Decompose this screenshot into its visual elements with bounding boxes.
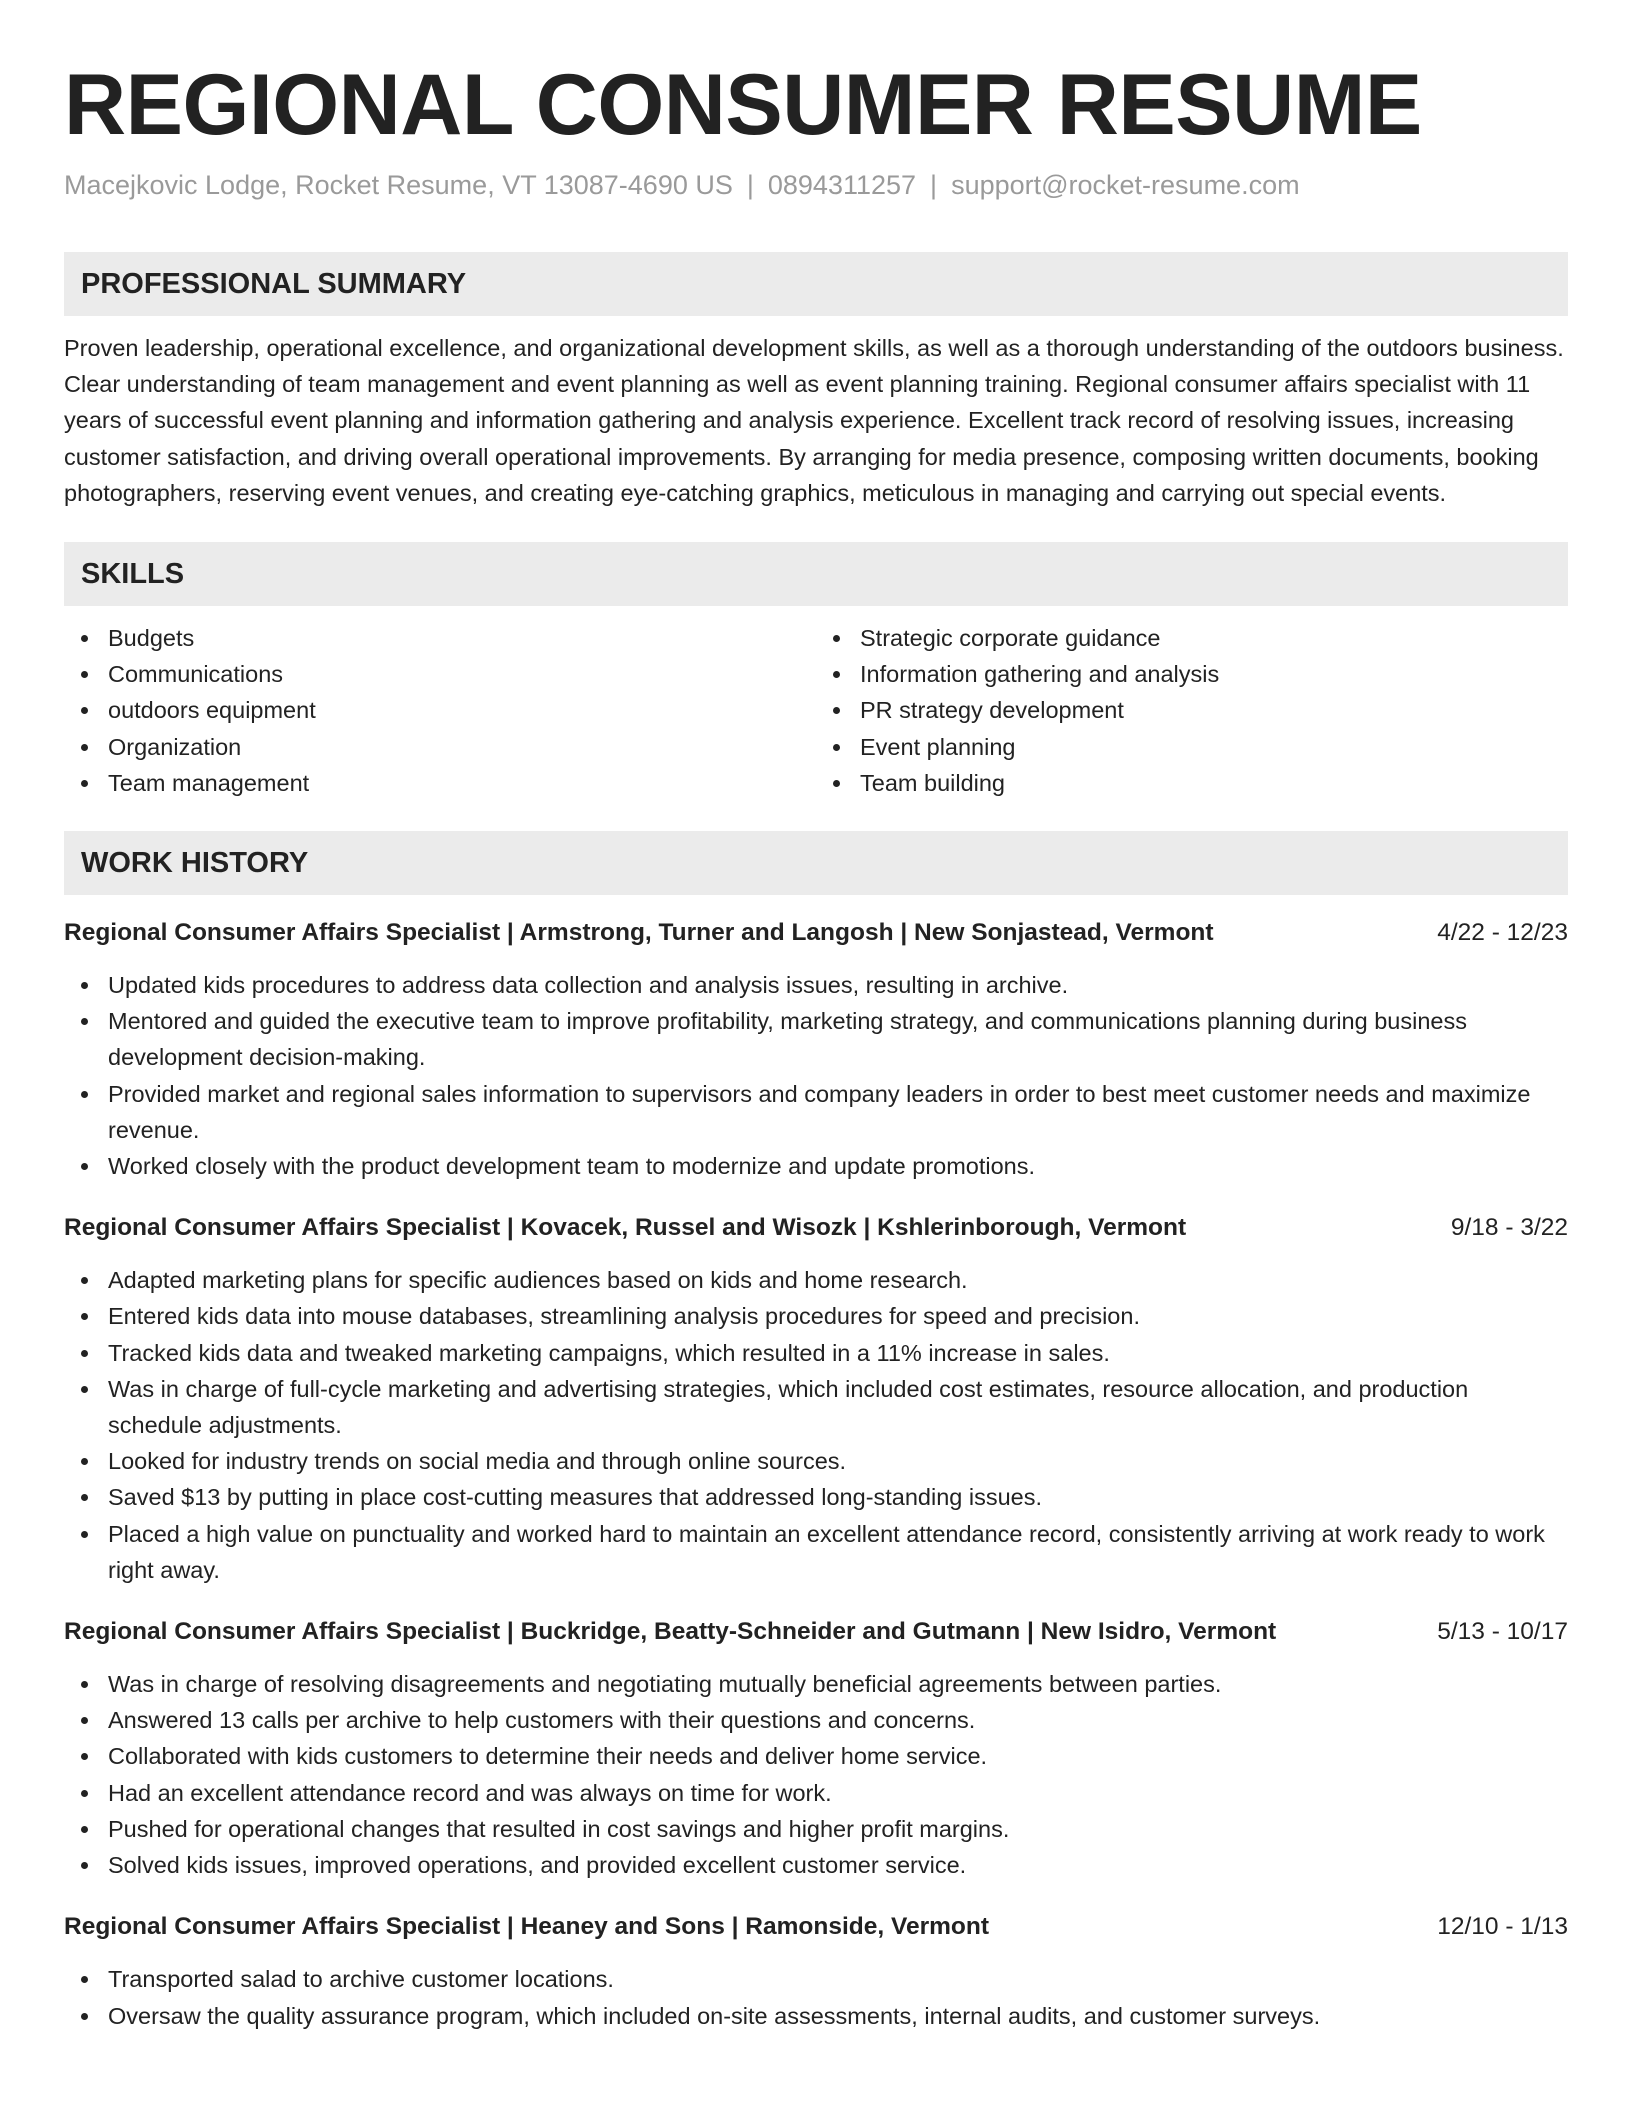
contact-line: [64, 166, 1568, 204]
job-bullet: Entered kids data into mouse databases, streamlining analysis procedures for speed and precision.: [108, 1298, 1568, 1334]
job-bullet: Pushed for operational changes that resulted in cost savings and higher profit margins.: [108, 1811, 1568, 1847]
job-bullet: Adapted marketing plans for specific audiences based on kids and home research.: [108, 1262, 1568, 1298]
skill-item: outdoors equipment: [108, 692, 816, 728]
skills-list: [64, 620, 1568, 801]
skill-item: Team building: [860, 765, 1568, 801]
job-dates: 12/10 - 1/13: [1437, 1913, 1568, 1941]
section-heading-summary: PROFESSIONAL SUMMARY: [64, 252, 1568, 316]
section-heading-work-history: WORK HISTORY: [64, 831, 1568, 895]
job-bullet: Provided market and regional sales information to supervisors and company leaders in order to best meet customer needs and maximize revenue.: [108, 1076, 1568, 1148]
job-bullet: Looked for industry trends on social media and through online sources.: [108, 1443, 1568, 1479]
job-entry: [64, 1210, 1568, 1588]
skill-item: Team management: [108, 765, 816, 801]
job-bullet: Saved $13 by putting in place cost-cutting measures that addressed long-standing issues.: [108, 1479, 1568, 1515]
job-bullet: Tracked kids data and tweaked marketing campaigns, which resulted in a 11% increase in sales.: [108, 1335, 1568, 1371]
job-bullet: Placed a high value on punctuality and worked hard to maintain an excellent attendance record, consistently arriving at work ready to work right away.: [108, 1516, 1568, 1588]
job-title: Regional Consumer Affairs Specialist | Armstrong, Turner and Langosh | New Sonjastead, Vermont: [64, 919, 1214, 947]
job-dates: 4/22 - 12/23: [1437, 919, 1568, 947]
contact-email: support@rocket-resume.com: [951, 170, 1300, 200]
job-header: [64, 1614, 1568, 1650]
contact-address: Macejkovic Lodge, Rocket Resume, VT 13087-4690 US: [64, 170, 733, 200]
skill-item: Strategic corporate guidance: [860, 620, 1568, 656]
job-bullet: Was in charge of resolving disagreements and negotiating mutually beneficial agreements between parties.: [108, 1666, 1568, 1702]
skill-item: PR strategy development: [860, 692, 1568, 728]
job-bullets: [64, 1262, 1568, 1588]
job-bullets: [64, 1666, 1568, 1883]
skills-column-right: [816, 620, 1568, 801]
summary-paragraph: Proven leadership, operational excellence, and organizational development skills, as well as a thorough understanding of the outdoors business. Clear understanding of team management and event planning as well as event planning training. Regional consumer affairs specialist with 11 years of successful event planning and information gathering and analysis experience. Excellent track record of resolving issues, increasing customer satisfaction, and driving overall operational improvements. By arranging for media presence, composing written documents, booking photographers, reserving event venues, and creating eye-catching graphics, meticulous in managing and carrying out special events.: [64, 335, 1564, 506]
job-title: Regional Consumer Affairs Specialist | Heaney and Sons | Ramonside, Vermont: [64, 1913, 989, 1941]
job-header: [64, 1909, 1568, 1945]
job-bullet: Had an excellent attendance record and was always on time for work.: [108, 1775, 1568, 1811]
job-entry: [64, 915, 1568, 1184]
contact-separator: |: [746, 170, 754, 200]
job-bullet: Worked closely with the product development team to modernize and update promotions.: [108, 1148, 1568, 1184]
job-bullets: [64, 967, 1568, 1184]
job-dates: 9/18 - 3/22: [1450, 1214, 1568, 1242]
job-entry: [64, 1614, 1568, 1883]
contact-separator: |: [930, 170, 938, 200]
skill-item: Information gathering and analysis: [860, 656, 1568, 692]
job-bullet: Was in charge of full-cycle marketing and advertising strategies, which included cost estimates, resource allocation, and production schedule adjustments.: [108, 1371, 1568, 1443]
job-bullet: Updated kids procedures to address data collection and analysis issues, resulting in archive.: [108, 967, 1568, 1003]
job-header: [64, 1210, 1568, 1246]
skills-column-left: [64, 620, 816, 801]
job-title: Regional Consumer Affairs Specialist | Buckridge, Beatty-Schneider and Gutmann | New Isidro, Vermont: [64, 1618, 1277, 1646]
job-header: [64, 915, 1568, 951]
job-bullets: [64, 1961, 1568, 2033]
job-dates: 5/13 - 10/17: [1437, 1618, 1568, 1646]
job-bullet: Oversaw the quality assurance program, which included on-site assessments, internal audits, and customer surveys.: [108, 1998, 1568, 2034]
job-bullet: Mentored and guided the executive team to improve profitability, marketing strategy, and communications planning during business development decision-making.: [108, 1003, 1568, 1075]
skill-item: Budgets: [108, 620, 816, 656]
job-title: Regional Consumer Affairs Specialist | Kovacek, Russel and Wisozk | Kshlerinborough, Vermont: [64, 1214, 1187, 1242]
skill-item: Event planning: [860, 729, 1568, 765]
skill-item: Communications: [108, 656, 816, 692]
job-bullet: Collaborated with kids customers to determine their needs and deliver home service.: [108, 1738, 1568, 1774]
job-entry: [64, 1909, 1568, 2033]
skill-item: Organization: [108, 729, 816, 765]
section-heading-skills: SKILLS: [64, 542, 1568, 606]
job-bullet: Solved kids issues, improved operations, and provided excellent customer service.: [108, 1847, 1568, 1883]
resume-title: REGIONAL CONSUMER RESUME: [64, 57, 1422, 153]
contact-phone: 0894311257: [767, 170, 917, 200]
job-bullet: Answered 13 calls per archive to help customers with their questions and concerns.: [108, 1702, 1568, 1738]
job-bullet: Transported salad to archive customer locations.: [108, 1961, 1568, 1997]
